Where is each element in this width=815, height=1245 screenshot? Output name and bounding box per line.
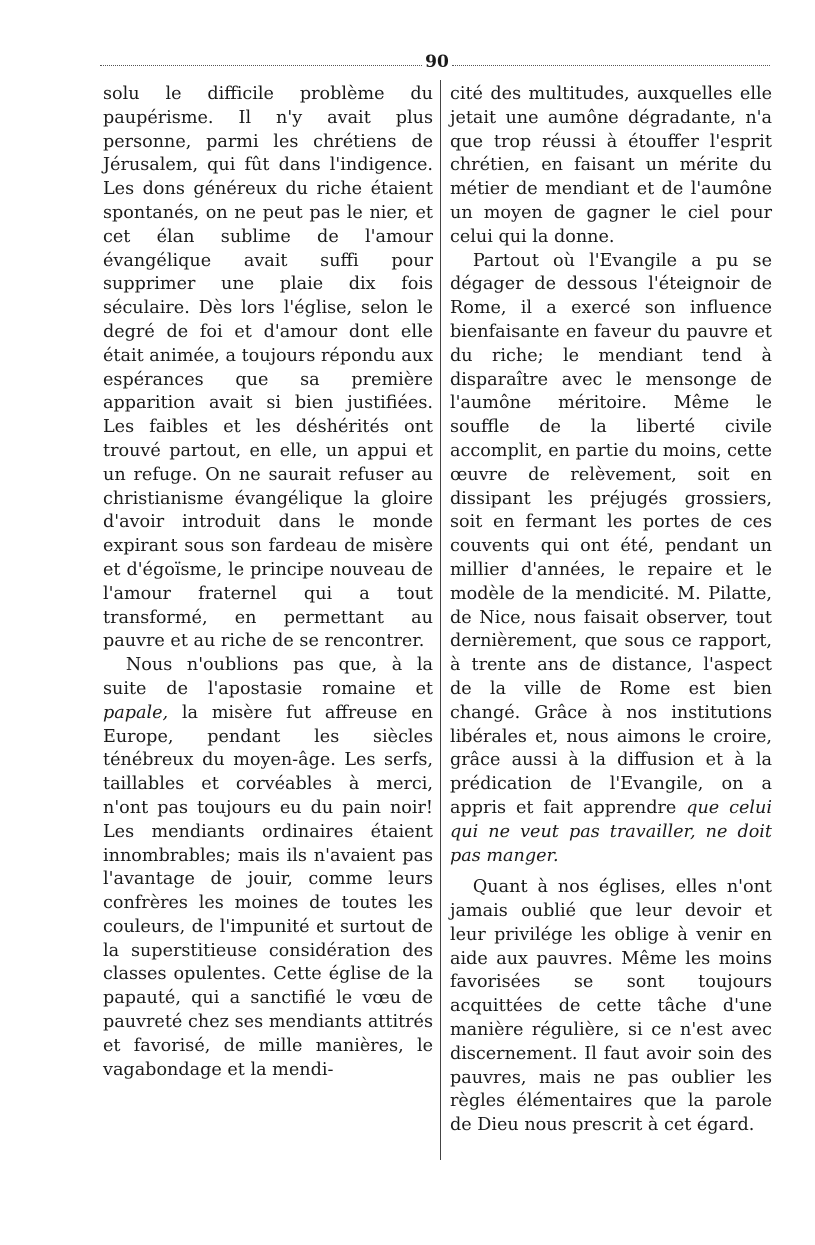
header-rule-left <box>100 65 422 66</box>
left-paragraph-2-text-a: Nous n'oublions pas que, à la suite de l'apostasie romaine et <box>103 655 433 699</box>
page-header <box>100 50 770 80</box>
column-divider <box>440 80 441 1160</box>
right-paragraph-2-text: Partout où l'Evangile a pu se dégager de dessous l'éteignoir de Rome, il a exercé son influence bienfaisante en faveur du pauvre et du riche; le mendiant tend à disparaître avec le mensonge de l'aumône méritoire. Même le souffle de la liberté civile accomplit, en partie du moins, cette œuvre de relèvement, soit en dissipant les préjugés grossiers, soit en fermant les portes de ces couvents qui ont été, pendant un millier d'années, le repaire et le modèle de la mendicité. M. Pilatte, de Nice, nous faisait observer, tout dernièrement, que sous ce rapport, à trente ans de distance, l'aspect de la ville de Rome est bien changé. Grâce à nos institutions libérales et, nous aimons le croire, grâce aussi à la diffusion et à la prédication de l'Evangile, on a appris et fait apprendre <box>450 250 772 818</box>
page-number: 90 <box>425 52 449 72</box>
left-paragraph-1: solu le difficile problème du paupérisme. Il n'y avait plus personne, parmi les chrétiens de Jérusalem, qui fût dans l'indigence. Les dons généreux du riche étaient spontanés, on ne peut pas le nier, et cet élan sublime de l'amour évangélique avait suffi pour supprimer une plaie dix fois séculaire. Dès lors l'église, selon le degré de foi et d'amour dont elle était animée, a toujours répondu aux espérances que sa première apparition avait si bien justifiées. Les faibles et les déshérités ont trouvé partout, en elle, un appui et un refuge. On ne saurait refuser au christianisme évangélique la gloire d'avoir introduit dans le monde expirant sous son fardeau de misère et d'égoïsme, le principe nouveau de l'amour fraternel qui a tout transformé, en permettant au pauvre et au riche de se rencontrer. <box>103 84 433 652</box>
right-paragraph-1: cité des multitudes, auxquelles elle jetait une aumône dégradante, n'a que trop réussi à étouffer l'esprit chrétien, en faisant un mérite du métier de mendiant et de l'aumône un moyen de gagner le ciel pour celui qui la donne. <box>450 84 772 247</box>
right-paragraph-2-emphasis: que celui qui ne veut pas travailler, ne doit pas manger. <box>450 797 772 866</box>
right-column <box>450 83 772 1138</box>
header-rule-right <box>452 65 770 66</box>
left-column <box>103 83 433 1082</box>
left-paragraph-2-text-b: la misère fut affreuse en Europe, pendant les siècles ténébreux du moyen-âge. Les serfs, taillables et corvéables à merci, n'ont pas toujours eu du pain noir! Les mendiants ordinaires étaient innombrables; mais ils n'avaient pas l'avantage de jouir, comme leurs confrères les moines de toutes les couleurs, de l'impunité et surtout de la superstitieuse considération des classes opulentes. Cette église de la papauté, qui a sanctifié le vœu de pauvreté chez ses mendiants attitrés et favorisé, de mille manières, le vagabondage et la mendi- <box>103 702 433 1080</box>
left-paragraph-2-emphasis: papale, <box>103 702 169 723</box>
right-paragraph-2 <box>450 250 772 869</box>
right-paragraph-3: Quant à nos églises, elles n'ont jamais oublié que leur devoir et leur privilége les oblige à venir en aide aux pauvres. Même les moins favorisées se sont toujours acquittées de cette tâche d'une manière régulière, si ce n'est avec discernement. Il faut avoir soin des pauvres, mais ne pas oublier les règles élémentaires que la parole de Dieu nous prescrit à cet égard. <box>450 877 772 1136</box>
left-paragraph-2 <box>103 654 433 1082</box>
